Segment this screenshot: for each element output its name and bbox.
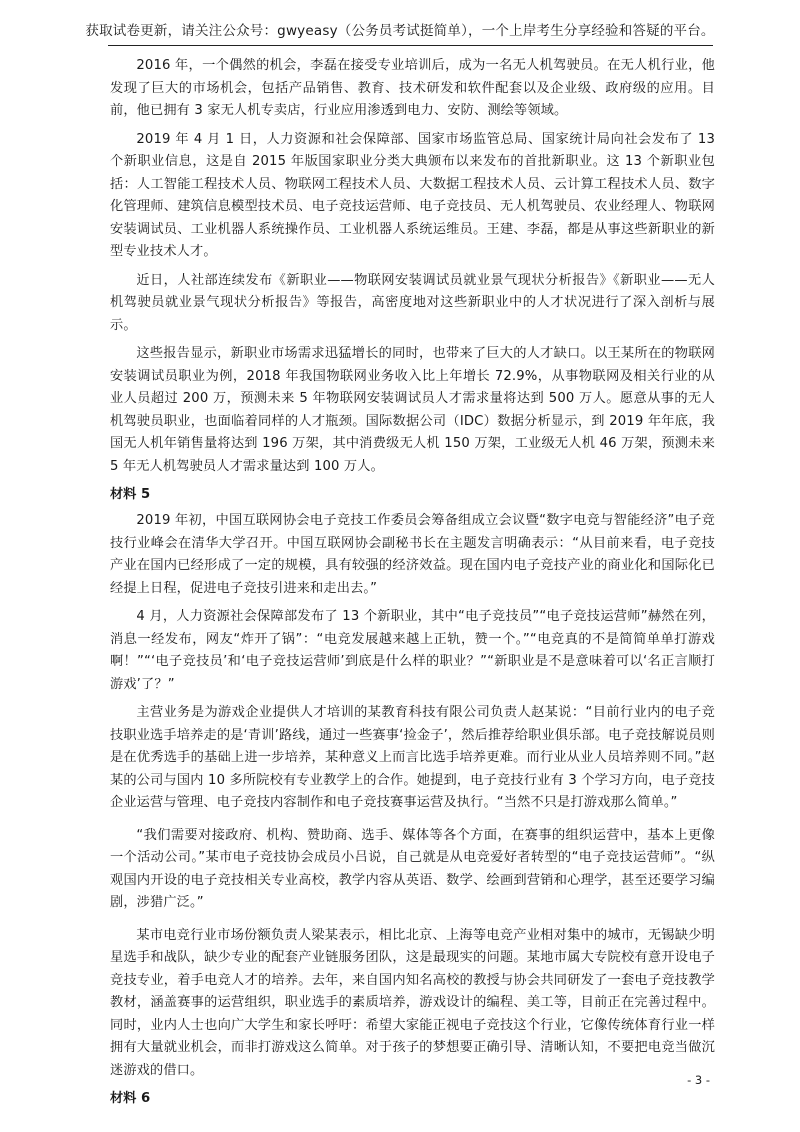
paragraph-reports: 近日，人社部连续发布《新职业——物联网安装调试员就业景气现状分析报告》《新职业——无人机驾驶员就业景气现状分析报告》等报告，高密度地对这些新职业中的人才状况进行了深入剖析与展示。 <box>110 272 715 333</box>
material-6-heading: 材料 6 <box>110 1091 151 1106</box>
paragraph-li-lei: 2016 年，一个偶然的机会，李磊在接受专业培训后，成为一名无人机驾驶员。在无人机行业，他发现了巨大的市场机会，包括产品销售、教育、技术研发和软件配套以及企业级、政府级的应用。目前，他已拥有 3 家无人机专卖店，行业应用渗透到电力、安防、测绘等领域。 <box>110 58 715 118</box>
header-notice: 获取试卷更新，请关注公众号：gwyeasy（公务员考试挺简单），一个上岸考生分享经验和答疑的平台。 <box>85 23 715 39</box>
paragraph-new-occupations: 2019 年 4 月 1 日，人力资源和社会保障部、国家市场监管总局、国家统计局向社会发布了 13 个新职业信息，这是自 2015 年版国家职业分类大典颁布以来发布的首批新职业。这 13 个新职业包括：人工智能工程技术人员、物联网工程技术人员、大数据工程技术人员、云计算工程技术人员、数字化管理师、建筑信息模型技术员、电子竞技运营师、电子竞技员、无人机驾驶员、农业经理人、物联网安装调试员、工业机器人系统操作员、工业机器人系统运维员。王建、李磊，都是从事这些新职业的新型专业技术人才。 <box>110 131 715 259</box>
paragraph-liang-market: 某市电竞行业市场份额负责人梁某表示，相比北京、上海等电竞产业相对集中的城市，无锡缺少明星选手和战队，缺少专业的配套产业链服务团队，这是最现实的问题。某地市属大专院校有意开设电子竞技专业，着手电竞人才的培养。去年，来自国内知名高校的教授与协会共同研发了一套电子竞技教学教材，涵盖赛事的运营组织，职业选手的素质培养，游戏设计的编程、美工等，目前正在完善过程中。同时，业内人士也向广大学生和家长呼吁：希望大家能正视电子竞技这个行业，它像传统体育行业一样拥有大量就业机会，而非打游戏这么简单。对于孩子的梦想要正确引导、清晰认知，不要把电竞当做沉迷游戏的借口。 <box>110 927 715 1078</box>
header-divider <box>108 45 713 46</box>
page-number: - 3 - <box>687 1073 710 1087</box>
material-5-heading: 材料 5 <box>110 487 151 502</box>
paragraph-esports-summit: 2019 年初，中国互联网协会电子竞技工作委员会筹备组成立会议暨“数字电竞与智能经济”电子竞技行业峰会在清华大学召开。中国互联网协会副秘书长在主题发言明确表示：“从目前来看，电子竞技产业在国内已经形成了一定的规模，具有较强的经济效益。现在国内电子竞技产业的商业化和国际化已经提上日程，促进电子竞技引进来和走出去。” <box>110 513 715 596</box>
paragraph-netizen-reactions: 4 月，人力资源社会保障部发布了 13 个新职业，其中“电子竞技员”“电子竞技运营师”赫然在列，消息一经发布，网友“炸开了锅”：“电竞发展越来越上正轨，赞一个。”“电竞真的不是简简单单打游戏啊！”“‘电子竞技员’和‘电子竞技运营师’到底是什么样的职业？”“新职业是不是意味着可以‘名正言顺打游戏’了？” <box>110 609 715 692</box>
paragraph-xiaolv-operator: “我们需要对接政府、机构、赞助商、选手、媒体等各个方面，在赛事的组织运营中，基本上更像一个活动公司。”某市电子竞技协会成员小吕说，自己就是从电竞爱好者转型的“电子竞技运营师”。“纵观国内开设的电子竞技相关专业高校，教学内容从英语、数学、绘画到营销和心理学，甚至还要学习编剧，涉猎广泛。” <box>110 827 715 910</box>
paragraph-talent-gap: 这些报告显示，新职业市场需求迅猛增长的同时，也带来了巨大的人才缺口。以王某所在的物联网安装调试员职业为例，2018 年我国物联网业务收入比上年增长 72.9%，从事物联网及相关行业的从业人员超过 200 万，预测未来 5 年物联网安装调试员人才需求量将达到 500 万人。愿意从事的无人机驾驶员职业，也面临着同样的人才瓶颈。国际数据公司（IDC）数据分析显示，到 2019 年年底，我国无人机年销售量将达到 196 万架，其中消费级无人机 150 万架，工业级无人机 46 万架，预测未来 5 年无人机驾驶员人才需求量达到 100 万人。 <box>110 346 715 474</box>
paragraph-zhao-training: 主营业务是为游戏企业提供人才培训的某教育科技有限公司负责人赵某说：“目前行业内的电子竞技职业选手培养走的是‘青训’路线，通过一些赛事‘捡金子’，然后推荐给职业俱乐部。电子竞技解说员则是在优秀选手的基础上进一步培养，某种意义上而言比选手培养更难。而行业从业人员培养则不同。”赵某的公司与国内 10 多所院校有专业教学上的合作。她提到，电子竞技行业有 3 个学习方向，电子竞技企业运营与管理、电子竞技内容制作和电子竞技赛事运营及执行。“当然不只是打游戏那么简单。” <box>110 705 715 810</box>
document-body <box>110 55 715 1114</box>
